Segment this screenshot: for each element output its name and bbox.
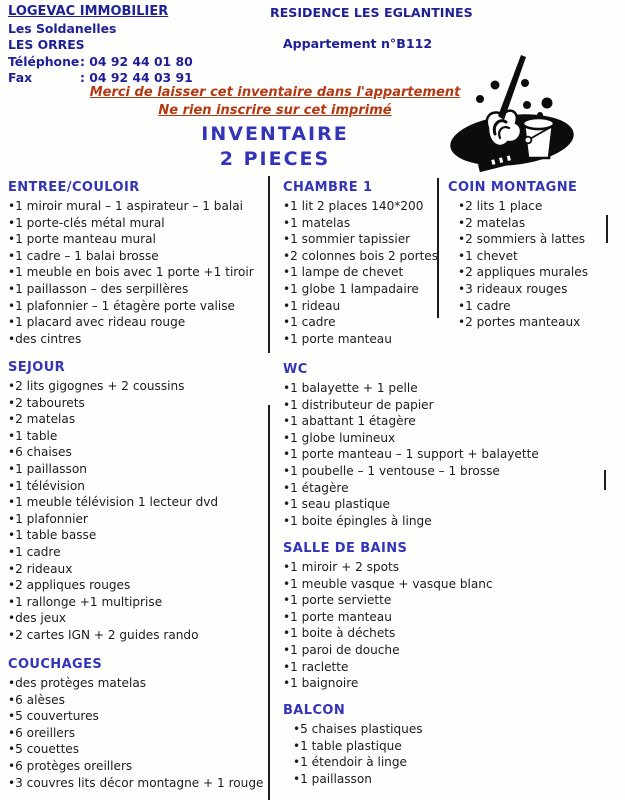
inventory-item: •6 oreillers: [8, 725, 76, 740]
inventory-item: •1 étagère: [283, 480, 349, 495]
fax-value: : 04 92 44 03 91: [80, 70, 193, 85]
item-list: [8, 378, 218, 644]
inventory-item: •1 rideau: [283, 298, 341, 313]
agency-name: LOGEVAC IMMOBILIER: [8, 4, 169, 19]
inventory-item: •1 raclette: [283, 659, 349, 674]
section-salle-de-bains: [283, 541, 493, 692]
inventory-item: •1 cadre: [283, 315, 336, 330]
inventory-item: •1 porte-clés métal mural: [8, 215, 165, 230]
inventory-item: •6 chaises: [8, 445, 72, 460]
inventory-item: •2 sommiers à lattes: [458, 232, 586, 247]
inventory-item: •2 matelas: [8, 412, 76, 427]
item-list: [283, 721, 423, 787]
inventory-item: •1 lampe de chevet: [283, 265, 404, 280]
agency-address-line1: Les Soldanelles: [8, 20, 117, 36]
inventory-item: •6 protèges oreillers: [8, 758, 133, 773]
inventory-item: •1 table plastique: [293, 738, 402, 753]
column-divider: [268, 405, 270, 800]
inventory-item: •1 porte serviette: [283, 593, 392, 608]
section-couchages: [8, 657, 263, 791]
section-entree-couloir: [8, 180, 254, 347]
section-title: ENTREE/COULOIR: [8, 180, 140, 195]
item-list: [283, 380, 539, 529]
inventory-item: •2 appliques murales: [458, 265, 589, 280]
inventory-item: •1 globe lumineux: [283, 430, 396, 445]
inventory-item: •2 lits gigognes + 2 coussins: [8, 379, 185, 393]
inventory-item: •1 sommier tapissier: [283, 232, 411, 247]
inventory-item: •1 cadre: [8, 544, 61, 559]
section-sejour: [8, 360, 218, 644]
inventory-item: •1 porte manteau: [283, 331, 392, 346]
inventory-item: •2 colonnes bois 2 portes: [283, 248, 439, 263]
inventory-item: •1 étendoir à linge: [293, 755, 407, 770]
inventory-item: •1 abattant 1 étagère: [283, 414, 416, 429]
residence-name: RESIDENCE LES EGLANTINES: [270, 5, 473, 20]
item-list: [8, 675, 263, 791]
inventory-item: •1 porte manteau – 1 support + balayette: [283, 447, 539, 462]
inventory-item: •2 appliques rouges: [8, 578, 131, 593]
inventory-item: •1 paroi de douche: [283, 642, 400, 657]
inventory-item: •5 couettes: [8, 742, 80, 757]
section-title: SALLE DE BAINS: [283, 541, 408, 556]
notice-line-2: Ne rien inscrire sur cet imprimé: [158, 103, 392, 118]
inventory-item: •2 tabourets: [8, 395, 85, 410]
section-title: BALCON: [283, 703, 346, 718]
inventory-item: •1 boite épingles à linge: [283, 513, 432, 528]
inventory-item: •1 table basse: [8, 528, 97, 543]
inventory-item: •1 porte manteau: [283, 609, 392, 624]
inventory-item: •1 rallonge +1 multiprise: [8, 594, 163, 609]
inventory-item: •des protèges matelas: [8, 676, 147, 690]
inventory-item: •2 portes manteaux: [458, 315, 581, 330]
inventory-item: •3 couvres lits décor montagne + 1 rouge: [8, 775, 264, 790]
section-title: CHAMBRE 1: [283, 180, 373, 195]
inventory-item: •1 meuble télévision 1 lecteur dvd: [8, 495, 219, 510]
inventory-item: •des cintres: [8, 331, 82, 346]
inventory-item: •6 alèses: [8, 692, 65, 707]
inventory-item: •2 cartes IGN + 2 guides rando: [8, 627, 199, 642]
inventory-item: •1 placard avec rideau rouge: [8, 315, 186, 330]
fax-label: Fax: [8, 70, 33, 85]
inventory-item: •1 meuble en bois avec 1 porte +1 tiroir: [8, 265, 254, 280]
inventory-item: •1 matelas: [283, 215, 351, 230]
inventory-item: •5 couvertures: [8, 709, 99, 724]
inventory-item: •1 porte manteau mural: [8, 232, 156, 247]
mop-and-bucket-clipart-icon: [448, 53, 578, 177]
inventory-item: •3 rideaux rouges: [458, 281, 568, 296]
inventory-item: •des jeux: [8, 611, 67, 626]
inventory-item: •1 cadre: [458, 298, 511, 313]
inventory-item: •1 baignoire: [283, 676, 359, 691]
inventory-item: •2 matelas: [458, 215, 526, 230]
table-edge-fragment: [606, 215, 608, 243]
item-list: [448, 198, 588, 331]
section-wc: [283, 362, 539, 529]
inventory-item: •1 paillasson: [293, 771, 372, 786]
inventory-item: •1 miroir mural – 1 aspirateur – 1 balai: [8, 199, 244, 213]
inventory-item: •1 plafonnier – 1 étagère porte valise: [8, 298, 235, 313]
item-list: [283, 198, 438, 347]
inventory-item: •1 plafonnier: [8, 511, 88, 526]
item-list: [283, 559, 493, 692]
inventory-item: •1 poubelle – 1 ventouse – 1 brosse: [283, 463, 500, 478]
inventory-item: •1 paillasson – des serpillères: [8, 281, 189, 296]
section-title: SEJOUR: [8, 360, 66, 375]
inventory-item: •1 table: [8, 428, 58, 443]
inventory-item: •1 chevet: [458, 248, 518, 263]
inventory-item: •1 distributeur de papier: [283, 397, 434, 412]
section-title: WC: [283, 362, 308, 377]
inventory-item: •1 boite à déchets: [283, 626, 396, 641]
inventory-item: •1 globe 1 lampadaire: [283, 281, 419, 296]
inventory-item: •2 lits 1 place: [458, 199, 543, 213]
inventory-item: •1 balayette + 1 pelle: [283, 381, 418, 395]
inventory-item: •1 meuble vasque + vasque blanc: [283, 576, 493, 591]
inventory-item: •1 cadre – 1 balai brosse: [8, 248, 159, 263]
notice-line-1: Merci de laisser cet inventaire dans l'appartement: [89, 85, 461, 100]
agency-phone: [8, 54, 193, 71]
residence-block: [270, 5, 473, 51]
section-balcon: [283, 703, 423, 787]
inventory-item: •1 télévision: [8, 478, 85, 493]
section-chambre-1: [283, 180, 438, 347]
inventory-item: •1 lit 2 places 140*200: [283, 199, 424, 213]
inventory-item: •2 rideaux: [8, 561, 73, 576]
phone-label: Téléphone: [8, 53, 80, 69]
apartment-number: Appartement n°B112: [282, 36, 433, 51]
table-edge-fragment: [604, 470, 606, 490]
inventory-item: •5 chaises plastiques: [293, 722, 423, 736]
section-title: COIN MONTAGNE: [448, 180, 578, 195]
column-divider: [268, 176, 270, 353]
inventory-item: •1 seau plastique: [283, 497, 390, 512]
item-list: [8, 198, 254, 347]
phone-value: : 04 92 44 01 80: [80, 53, 193, 69]
section-title: COUCHAGES: [8, 657, 103, 672]
agency-block: [8, 4, 193, 87]
inventory-item: •1 paillasson: [8, 461, 87, 476]
inventory-item: •1 miroir + 2 spots: [283, 560, 400, 574]
agency-address-line2: LES ORRES: [8, 37, 85, 52]
document-title: INVENTAIRE: [201, 123, 349, 145]
document-subtitle: 2 PIECES: [219, 148, 331, 170]
section-coin-montagne: [448, 180, 588, 331]
